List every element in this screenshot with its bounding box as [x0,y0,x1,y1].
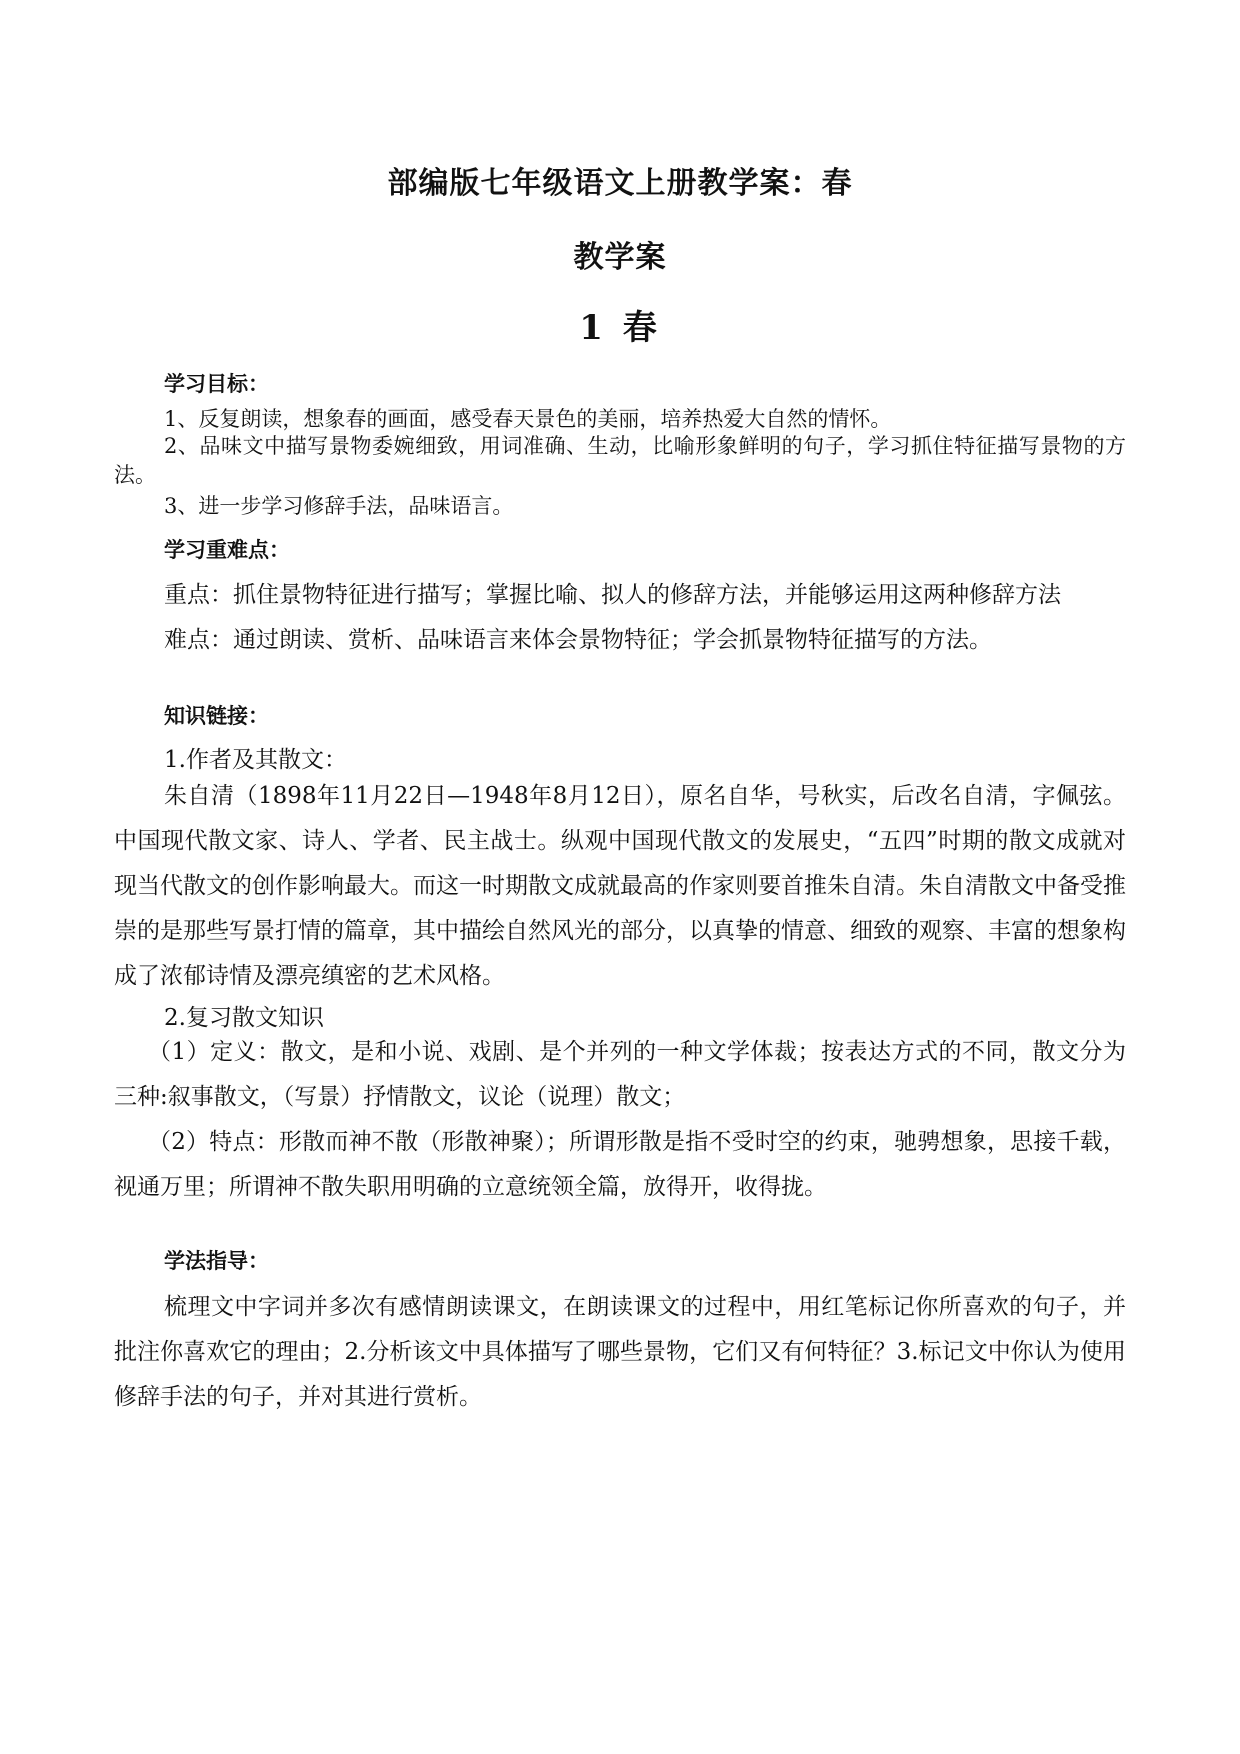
document-title: 部编版七年级语文上册教学案：春 [387,166,853,201]
goal-item-3: 3、进一步学习修辞手法，品味语言。 [164,494,514,518]
key-point-focus: 重点：抓住景物特征进行描写；掌握比喻、拟人的修辞方法，并能够运用这两种修辞方法 [164,582,1061,608]
document-subtitle: 教学案 [573,240,667,275]
prose-features: （2）特点：形散而神不散（形散神聚）；所谓形散是指不受时空的约束，驰骋想象，思接千载，视通万里；所谓神不散失职用明确的立意统领全篇，放得开，收得拢。 [114,1129,1126,1200]
author-paragraph: 朱自清（1898年11月22日—1948年8月12日），原名自华，号秋实，后改名自清，字佩弦。中国现代散文家、诗人、学者、民主战士。纵观中国现代散文的发展史，“五四”时期的散文成就对现当代散文的创作影响最大。而这一时期散文成就最高的作家则要首推朱自清。朱自清散文中备受推崇的是那些写景打情的篇章，其中描绘自然风光的部分，以真挚的情意、细致的观察、丰富的想象构成了浓郁诗情及漂亮缜密的艺术风格。 [114,783,1126,989]
goal-item-2: 2、品味文中描写景物委婉细致，用词准确、生动，比喻形象鲜明的句子，学习抓住特征描写景物的方法。 [114,434,1126,487]
key-point-difficulty: 难点：通过朗读、赏析、品味语言来体会景物特征；学会抓景物特征描写的方法。 [164,627,992,653]
prose-definition: （1）定义：散文，是和小说、戏剧、是个并列的一种文学体裁；按表达方式的不同，散文分为三种:叙事散文，（写景）抒情散文，议论（说理）散文； [114,1039,1126,1110]
goal-item-1: 1、反复朗读，想象春的画面，感受春天景色的美丽，培养热爱大自然的情怀。 [164,407,892,431]
knowledge-subheading-author: 1.作者及其散文： [164,747,347,773]
knowledge-subheading-prose: 2.复习散文知识 [164,1005,324,1031]
key-points-heading: 学习重难点： [164,538,290,562]
method-heading: 学法指导： [164,1249,269,1273]
knowledge-heading: 知识链接： [164,704,269,728]
lesson-title: 1 春 [579,308,661,348]
method-paragraph: 梳理文中字词并多次有感情朗读课文，在朗读课文的过程中，用红笔标记你所喜欢的句子，并批注你喜欢它的理由；2.分析该文中具体描写了哪些景物，它们又有何特征？3.标记文中你认为使用修辞手法的句子，并对其进行赏析。 [114,1294,1126,1410]
goals-heading: 学习目标： [164,372,269,396]
